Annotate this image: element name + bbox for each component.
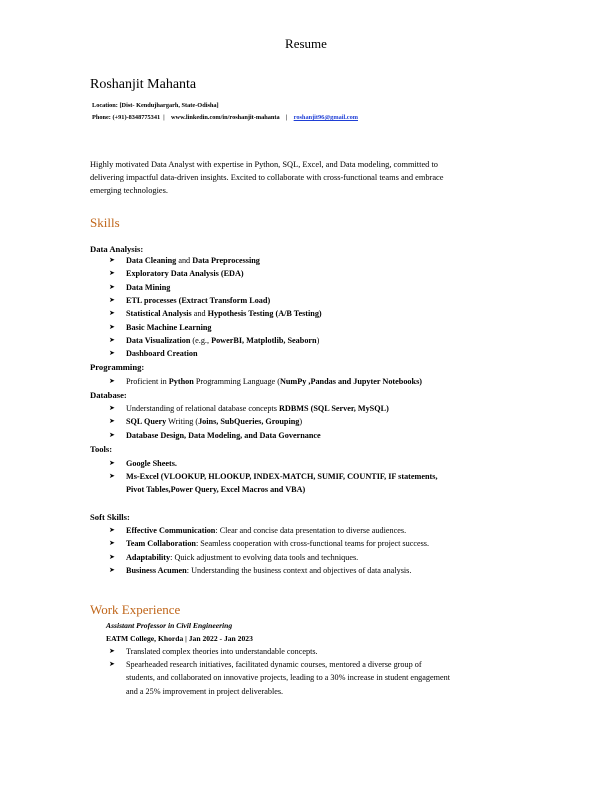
arrow-bullet-icon: ➤ <box>109 526 115 534</box>
document-title: Resume <box>285 36 327 51</box>
work-experience-section-title: Work Experience <box>90 602 181 617</box>
job-title: Assistant Professor in Civil Engineering <box>106 621 233 630</box>
summary-line-3: emerging technologies. <box>90 186 168 195</box>
arrow-bullet-icon: ➤ <box>109 660 115 668</box>
contact-location: Location: [Dist- Kendujhargarh, State-Odisha] <box>92 102 219 109</box>
contact-line <box>92 114 358 121</box>
summary-line-2: delivering impactful data-driven insights. Excited to collaborate with cross-functional teams and embrace <box>90 173 444 182</box>
programming-heading: Programming: <box>90 362 145 372</box>
arrow-bullet-icon: ➤ <box>109 283 115 291</box>
candidate-name: Roshanjit Mahanta <box>90 77 197 92</box>
skills-section-title: Skills <box>90 215 120 230</box>
arrow-bullet-icon: ➤ <box>109 566 115 574</box>
arrow-bullet-icon: ➤ <box>109 309 115 317</box>
arrow-bullet-icon: ➤ <box>109 349 115 357</box>
job-company-dates: EATM College, Khorda | Jan 2022 - Jan 2023 <box>106 634 253 643</box>
arrow-bullet-icon: ➤ <box>109 539 115 547</box>
arrow-bullet-icon: ➤ <box>109 377 115 385</box>
arrow-bullet-icon: ➤ <box>109 256 115 264</box>
contact-phone: Phone: (+91)-8348775341 <box>92 114 161 121</box>
arrow-bullet-icon: ➤ <box>109 269 115 277</box>
soft-skills-heading: Soft Skills: <box>90 512 130 522</box>
arrow-bullet-icon: ➤ <box>109 472 115 480</box>
arrow-bullet-icon: ➤ <box>109 417 115 425</box>
arrow-bullet-icon: ➤ <box>109 553 115 561</box>
summary-line-1: Highly motivated Data Analyst with expertise in Python, SQL, Excel, and Data modeling, committed to <box>90 160 438 169</box>
arrow-bullet-icon: ➤ <box>109 647 115 655</box>
arrow-bullet-icon: ➤ <box>109 404 115 412</box>
database-heading: Database: <box>90 390 127 400</box>
arrow-bullet-icon: ➤ <box>109 459 115 467</box>
arrow-bullet-icon: ➤ <box>109 296 115 304</box>
tools-heading: Tools: <box>90 444 113 454</box>
arrow-bullet-icon: ➤ <box>109 336 115 344</box>
arrow-bullet-icon: ➤ <box>109 323 115 331</box>
contact-separator: | <box>163 114 165 121</box>
contact-separator: | <box>285 114 288 121</box>
linkedin-link[interactable]: www.linkedin.com/in/roshanjit-mahanta <box>170 114 280 121</box>
email-link[interactable]: roshanjit96@gmail.com <box>293 114 358 121</box>
data-analysis-heading: Data Analysis: <box>90 244 144 254</box>
arrow-bullet-icon: ➤ <box>109 431 115 439</box>
